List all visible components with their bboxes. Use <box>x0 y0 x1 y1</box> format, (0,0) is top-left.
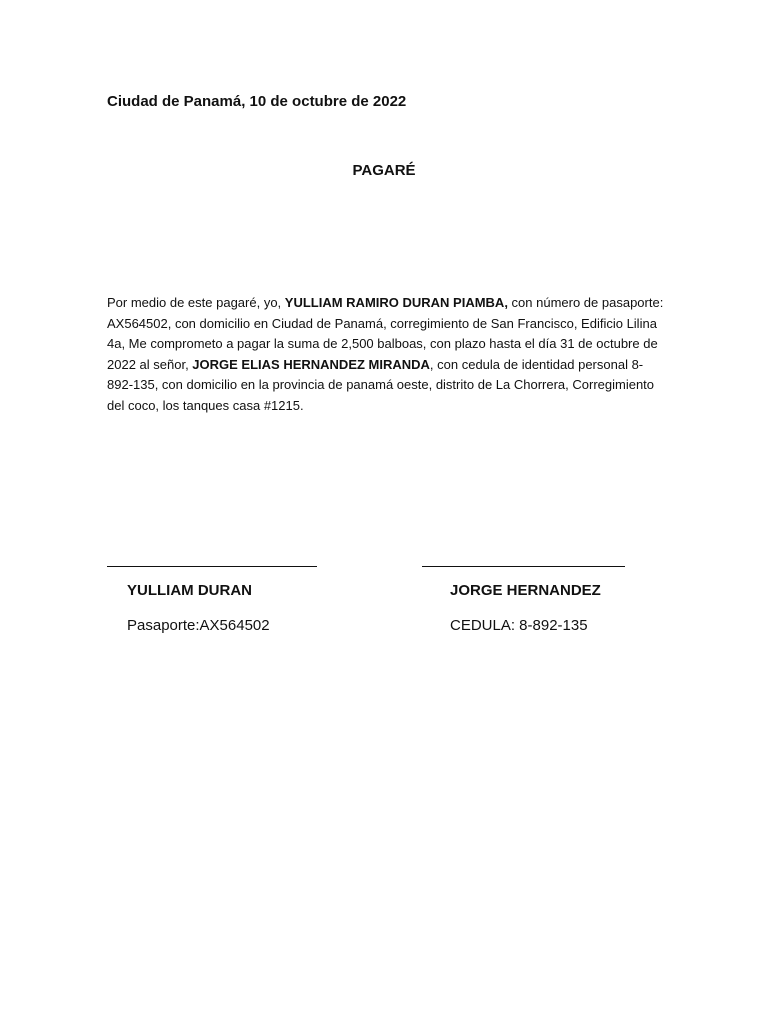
debtor-passport-line: Pasaporte:AX564502 <box>127 617 270 634</box>
body-text-part-3: , con cedula de identidad personal 8-892-135, con domicilio en la provincia de panamá oeste, distrito de La Chorrera, Corregimiento del coco, los tanques casa #1215. <box>107 356 655 413</box>
document-title: PAGARÉ <box>352 162 416 179</box>
creditor-cedula-line: CEDULA: 8-892-135 <box>450 617 588 634</box>
creditor-signature-name: JORGE HERNANDEZ <box>450 582 601 599</box>
promissory-note-body <box>107 293 667 417</box>
creditor-full-name: JORGE ELIAS HERNANDEZ MIRANDA <box>192 356 430 372</box>
body-text-part-2: con número de pasaporte: AX564502, con domicilio en Ciudad de Panamá, corregimiento de San Francisco, Edificio Lilina 4a, Me comprometo a pagar la suma de 2,500 balboas, con plazo hasta el día 31 de octubre de 2022 al señor, <box>107 295 664 372</box>
debtor-signature-name: YULLIAM DURAN <box>127 582 252 599</box>
place-date-line: Ciudad de Panamá, 10 de octubre de 2022 <box>107 93 407 110</box>
debtor-signature-line <box>107 566 317 567</box>
body-text-part-1: Por medio de este pagaré, yo, <box>107 295 285 310</box>
debtor-full-name: YULLIAM RAMIRO DURAN PIAMBA, <box>284 295 508 310</box>
creditor-signature-line <box>422 566 625 567</box>
